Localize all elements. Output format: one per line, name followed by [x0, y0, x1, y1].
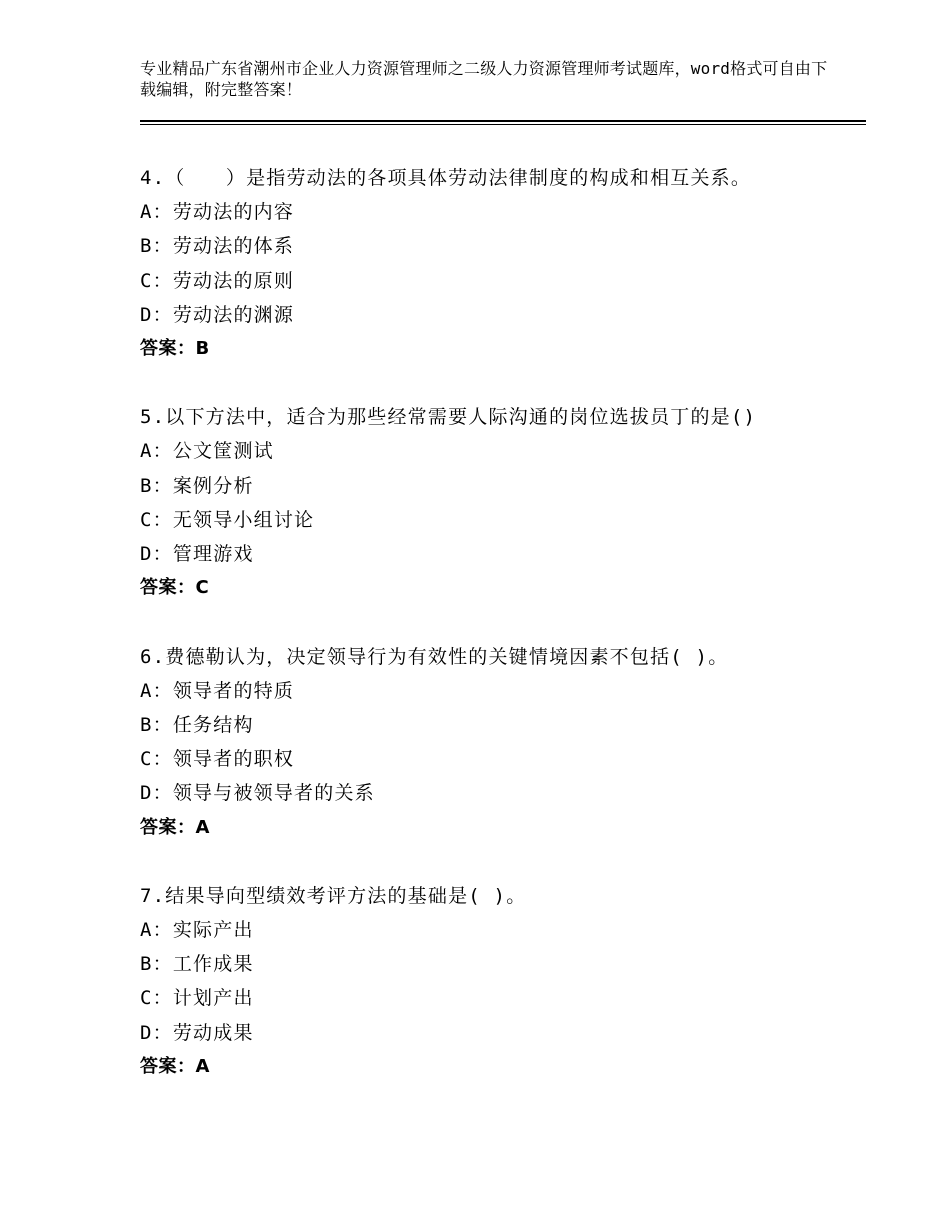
option-c: C：领导者的职权	[140, 748, 295, 771]
option-b: B：劳动法的体系	[140, 235, 295, 258]
page-header: 专业精品广东省潮州市企业人力资源管理师之二级人力资源管理师考试题库，word格式可自由下载编辑，附完整答案！	[140, 59, 828, 99]
question-title: 6.费德勒认为，决定领导行为有效性的关键情境因素不包括( )。	[140, 645, 729, 668]
question-5	[140, 400, 860, 639]
option-b: B：工作成果	[140, 953, 254, 976]
question-4	[140, 161, 860, 400]
question-title: 7.结果导向型绩效考评方法的基础是( )。	[140, 884, 527, 907]
option-a: A：领导者的特质	[140, 679, 295, 702]
option-d: D：劳动法的渊源	[140, 303, 295, 326]
answer: 答案：A	[140, 1055, 210, 1077]
question-6	[140, 640, 860, 879]
question-7	[140, 879, 860, 1118]
option-d: D：领导与被领导者的关系	[140, 782, 375, 805]
question-list	[140, 161, 860, 1118]
option-c: C：劳动法的原则	[140, 269, 295, 292]
option-d: D：劳动成果	[140, 1021, 254, 1044]
option-c: C：无领导小组讨论	[140, 508, 315, 531]
header-rule-thin	[140, 124, 866, 125]
question-title: 5.以下方法中，适合为那些经常需要人际沟通的岗位选拔员丁的是()	[140, 406, 757, 429]
option-b: B：案例分析	[140, 474, 254, 497]
option-a: A：公文筐测试	[140, 440, 274, 463]
question-title: 4.（ ）是指劳动法的各项具体劳动法律制度的构成和相互关系。	[140, 167, 752, 189]
answer: 答案：B	[140, 337, 210, 359]
answer: 答案：C	[140, 577, 210, 599]
header-rule-thick	[140, 120, 866, 122]
option-a: A：劳动法的内容	[140, 201, 295, 224]
option-b: B：任务结构	[140, 713, 254, 736]
option-c: C：计划产出	[140, 987, 254, 1010]
option-d: D：管理游戏	[140, 543, 254, 566]
option-a: A：实际产出	[140, 919, 254, 942]
answer: 答案：A	[140, 816, 210, 838]
